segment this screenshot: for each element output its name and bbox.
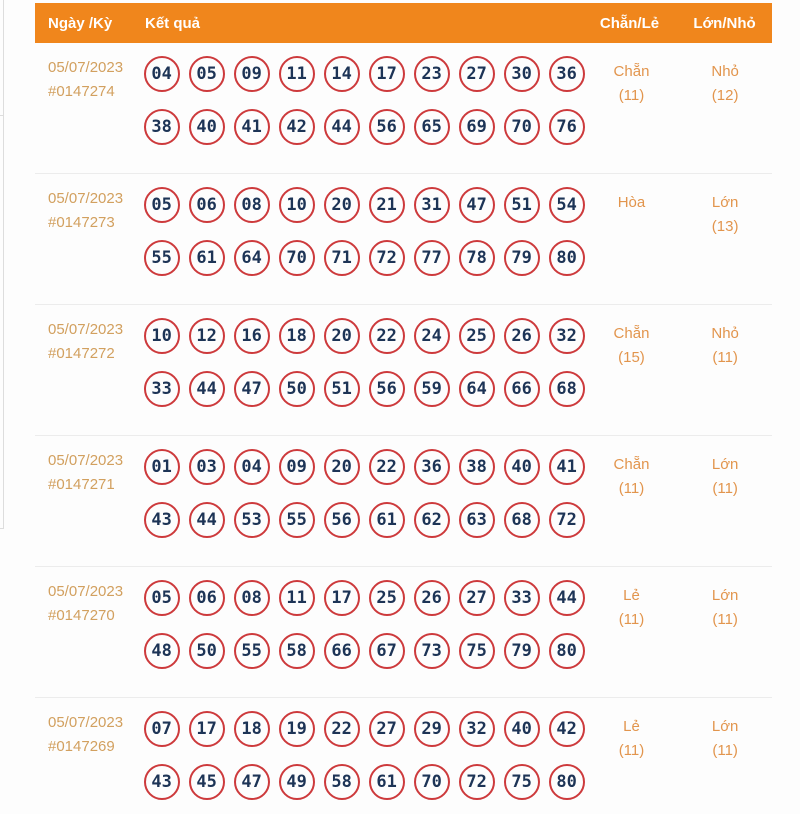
number-ball: 08 — [234, 187, 270, 223]
number-ball: 56 — [369, 109, 405, 145]
table-row — [35, 305, 772, 436]
big-small-count: (11) — [712, 742, 738, 759]
number-ball: 45 — [189, 764, 225, 800]
number-ball: 44 — [549, 580, 585, 616]
number-ball: 55 — [144, 240, 180, 276]
number-ball: 59 — [414, 371, 450, 407]
results-numbers-cell — [144, 318, 585, 407]
header-date-period: Ngày /Kỳ — [48, 14, 113, 32]
header-results: Kết quả — [145, 14, 201, 32]
number-ball: 72 — [549, 502, 585, 538]
number-ball: 68 — [549, 371, 585, 407]
draw-id: #0147269 — [48, 738, 115, 755]
table-row — [35, 174, 772, 305]
number-ball: 27 — [459, 580, 495, 616]
number-ball: 03 — [189, 449, 225, 485]
number-ball: 17 — [189, 711, 225, 747]
draw-id: #0147272 — [48, 345, 115, 362]
date-period-cell — [35, 580, 144, 669]
big-small-count: (11) — [712, 349, 738, 366]
number-ball: 30 — [504, 56, 540, 92]
number-ball: 79 — [504, 633, 540, 669]
number-ball: 29 — [414, 711, 450, 747]
number-ball: 58 — [324, 764, 360, 800]
numbers-line-1 — [144, 56, 585, 92]
results-numbers-cell — [144, 56, 585, 145]
number-ball: 18 — [234, 711, 270, 747]
number-ball: 48 — [144, 633, 180, 669]
number-ball: 05 — [144, 580, 180, 616]
big-small-label: Nhỏ — [711, 325, 739, 342]
numbers-line-2 — [144, 371, 585, 407]
table-header — [35, 3, 772, 43]
number-ball: 58 — [279, 633, 315, 669]
results-numbers-cell — [144, 580, 585, 669]
even-odd-cell — [585, 56, 679, 145]
number-ball: 25 — [369, 580, 405, 616]
draw-date: 05/07/2023 — [48, 321, 124, 338]
number-ball: 33 — [144, 371, 180, 407]
number-ball: 17 — [324, 580, 360, 616]
number-ball: 31 — [414, 187, 450, 223]
date-period-cell — [35, 449, 144, 538]
even-odd-label: Chẵn — [613, 325, 650, 342]
number-ball: 22 — [369, 449, 405, 485]
even-odd-cell — [585, 318, 679, 407]
draw-id: #0147270 — [48, 607, 115, 624]
even-odd-cell — [585, 187, 679, 276]
number-ball: 56 — [369, 371, 405, 407]
number-ball: 36 — [414, 449, 450, 485]
number-ball: 41 — [234, 109, 270, 145]
number-ball: 04 — [144, 56, 180, 92]
big-small-label: Lớn — [711, 456, 739, 473]
even-odd-count: (11) — [618, 87, 645, 104]
draw-date: 05/07/2023 — [48, 714, 124, 731]
number-ball: 09 — [234, 56, 270, 92]
big-small-count: (12) — [711, 87, 739, 104]
number-ball: 61 — [369, 502, 405, 538]
results-numbers-cell — [144, 449, 585, 538]
number-ball: 47 — [234, 371, 270, 407]
numbers-line-2 — [144, 109, 585, 145]
number-ball: 27 — [369, 711, 405, 747]
number-ball: 54 — [549, 187, 585, 223]
number-ball: 07 — [144, 711, 180, 747]
results-numbers-cell — [144, 711, 585, 800]
number-ball: 10 — [279, 187, 315, 223]
number-ball: 69 — [459, 109, 495, 145]
number-ball: 14 — [324, 56, 360, 92]
number-ball: 11 — [279, 580, 315, 616]
number-ball: 01 — [144, 449, 180, 485]
even-odd-count: (15) — [618, 349, 645, 366]
number-ball: 77 — [414, 240, 450, 276]
numbers-line-1 — [144, 449, 585, 485]
numbers-line-1 — [144, 580, 585, 616]
big-small-count: (13) — [711, 218, 739, 235]
number-ball: 10 — [144, 318, 180, 354]
big-small-count: (11) — [712, 480, 738, 497]
left-panel-tick — [0, 115, 4, 116]
number-ball: 12 — [189, 318, 225, 354]
number-ball: 06 — [189, 187, 225, 223]
even-odd-label: Lẻ — [623, 718, 640, 735]
even-odd-label: Chẵn — [613, 456, 650, 473]
keno-results-table — [35, 3, 772, 814]
number-ball: 55 — [279, 502, 315, 538]
number-ball: 32 — [549, 318, 585, 354]
number-ball: 70 — [414, 764, 450, 800]
number-ball: 63 — [459, 502, 495, 538]
draw-date: 05/07/2023 — [48, 59, 124, 76]
number-ball: 04 — [234, 449, 270, 485]
number-ball: 80 — [549, 764, 585, 800]
number-ball: 40 — [504, 711, 540, 747]
big-small-label: Lớn — [711, 194, 739, 211]
number-ball: 61 — [189, 240, 225, 276]
number-ball: 44 — [324, 109, 360, 145]
numbers-line-1 — [144, 187, 585, 223]
draw-date: 05/07/2023 — [48, 452, 124, 469]
number-ball: 73 — [414, 633, 450, 669]
number-ball: 55 — [234, 633, 270, 669]
number-ball: 20 — [324, 449, 360, 485]
number-ball: 20 — [324, 187, 360, 223]
number-ball: 06 — [189, 580, 225, 616]
number-ball: 47 — [234, 764, 270, 800]
number-ball: 42 — [549, 711, 585, 747]
big-small-cell — [678, 318, 772, 407]
number-ball: 32 — [459, 711, 495, 747]
numbers-line-1 — [144, 318, 585, 354]
number-ball: 71 — [324, 240, 360, 276]
number-ball: 40 — [189, 109, 225, 145]
number-ball: 44 — [189, 502, 225, 538]
number-ball: 79 — [504, 240, 540, 276]
number-ball: 43 — [144, 764, 180, 800]
number-ball: 50 — [189, 633, 225, 669]
number-ball: 66 — [504, 371, 540, 407]
number-ball: 05 — [144, 187, 180, 223]
number-ball: 22 — [324, 711, 360, 747]
number-ball: 70 — [279, 240, 315, 276]
number-ball: 70 — [504, 109, 540, 145]
number-ball: 40 — [504, 449, 540, 485]
number-ball: 38 — [144, 109, 180, 145]
number-ball: 75 — [459, 633, 495, 669]
even-odd-cell — [585, 580, 679, 669]
table-row — [35, 43, 772, 174]
number-ball: 36 — [549, 56, 585, 92]
table-row — [35, 436, 772, 567]
number-ball: 18 — [279, 318, 315, 354]
number-ball: 24 — [414, 318, 450, 354]
number-ball: 64 — [459, 371, 495, 407]
number-ball: 76 — [549, 109, 585, 145]
number-ball: 72 — [369, 240, 405, 276]
draw-id: #0147274 — [48, 83, 115, 100]
number-ball: 75 — [504, 764, 540, 800]
number-ball: 05 — [189, 56, 225, 92]
date-period-cell — [35, 187, 144, 276]
number-ball: 66 — [324, 633, 360, 669]
number-ball: 64 — [234, 240, 270, 276]
number-ball: 65 — [414, 109, 450, 145]
date-period-cell — [35, 56, 144, 145]
even-odd-cell — [585, 449, 679, 538]
draw-id: #0147271 — [48, 476, 115, 493]
table-row — [35, 567, 772, 698]
number-ball: 23 — [414, 56, 450, 92]
number-ball: 49 — [279, 764, 315, 800]
number-ball: 56 — [324, 502, 360, 538]
numbers-line-2 — [144, 633, 585, 669]
big-small-cell — [678, 449, 772, 538]
big-small-cell — [678, 187, 772, 276]
number-ball: 33 — [504, 580, 540, 616]
table-row — [35, 698, 772, 814]
date-period-cell — [35, 318, 144, 407]
left-panel-tick — [0, 528, 4, 529]
number-ball: 61 — [369, 764, 405, 800]
results-rows — [35, 43, 772, 814]
draw-date: 05/07/2023 — [48, 190, 124, 207]
number-ball: 22 — [369, 318, 405, 354]
even-odd-count: (11) — [618, 480, 645, 497]
big-small-label: Nhỏ — [711, 63, 739, 80]
numbers-line-2 — [144, 502, 585, 538]
number-ball: 67 — [369, 633, 405, 669]
even-odd-cell — [585, 711, 679, 800]
number-ball: 41 — [549, 449, 585, 485]
number-ball: 09 — [279, 449, 315, 485]
date-period-cell — [35, 711, 144, 800]
number-ball: 25 — [459, 318, 495, 354]
number-ball: 26 — [414, 580, 450, 616]
number-ball: 17 — [369, 56, 405, 92]
draw-id: #0147273 — [48, 214, 115, 231]
results-numbers-cell — [144, 187, 585, 276]
even-odd-label: Lẻ — [623, 587, 640, 604]
big-small-cell — [678, 56, 772, 145]
big-small-cell — [678, 580, 772, 669]
even-odd-label: Chẵn — [613, 63, 650, 80]
number-ball: 27 — [459, 56, 495, 92]
number-ball: 50 — [279, 371, 315, 407]
number-ball: 44 — [189, 371, 225, 407]
even-odd-label: Hòa — [617, 194, 646, 211]
number-ball: 19 — [279, 711, 315, 747]
number-ball: 53 — [234, 502, 270, 538]
number-ball: 80 — [549, 240, 585, 276]
even-odd-count: (11) — [618, 611, 645, 628]
number-ball: 43 — [144, 502, 180, 538]
number-ball: 21 — [369, 187, 405, 223]
big-small-count: (11) — [712, 611, 738, 628]
number-ball: 72 — [459, 764, 495, 800]
left-panel-edge — [3, 0, 4, 529]
numbers-line-2 — [144, 240, 585, 276]
number-ball: 08 — [234, 580, 270, 616]
number-ball: 20 — [324, 318, 360, 354]
number-ball: 26 — [504, 318, 540, 354]
number-ball: 78 — [459, 240, 495, 276]
number-ball: 51 — [504, 187, 540, 223]
number-ball: 11 — [279, 56, 315, 92]
numbers-line-2 — [144, 764, 585, 800]
header-even-odd: Chẵn/Lẻ — [599, 14, 660, 32]
number-ball: 62 — [414, 502, 450, 538]
draw-date: 05/07/2023 — [48, 583, 124, 600]
number-ball: 16 — [234, 318, 270, 354]
number-ball: 38 — [459, 449, 495, 485]
header-big-small: Lớn/Nhỏ — [693, 14, 756, 32]
number-ball: 68 — [504, 502, 540, 538]
big-small-cell — [678, 711, 772, 800]
numbers-line-1 — [144, 711, 585, 747]
number-ball: 51 — [324, 371, 360, 407]
big-small-label: Lớn — [711, 587, 739, 604]
number-ball: 80 — [549, 633, 585, 669]
number-ball: 47 — [459, 187, 495, 223]
number-ball: 42 — [279, 109, 315, 145]
even-odd-count: (11) — [618, 742, 645, 759]
big-small-label: Lớn — [711, 718, 739, 735]
